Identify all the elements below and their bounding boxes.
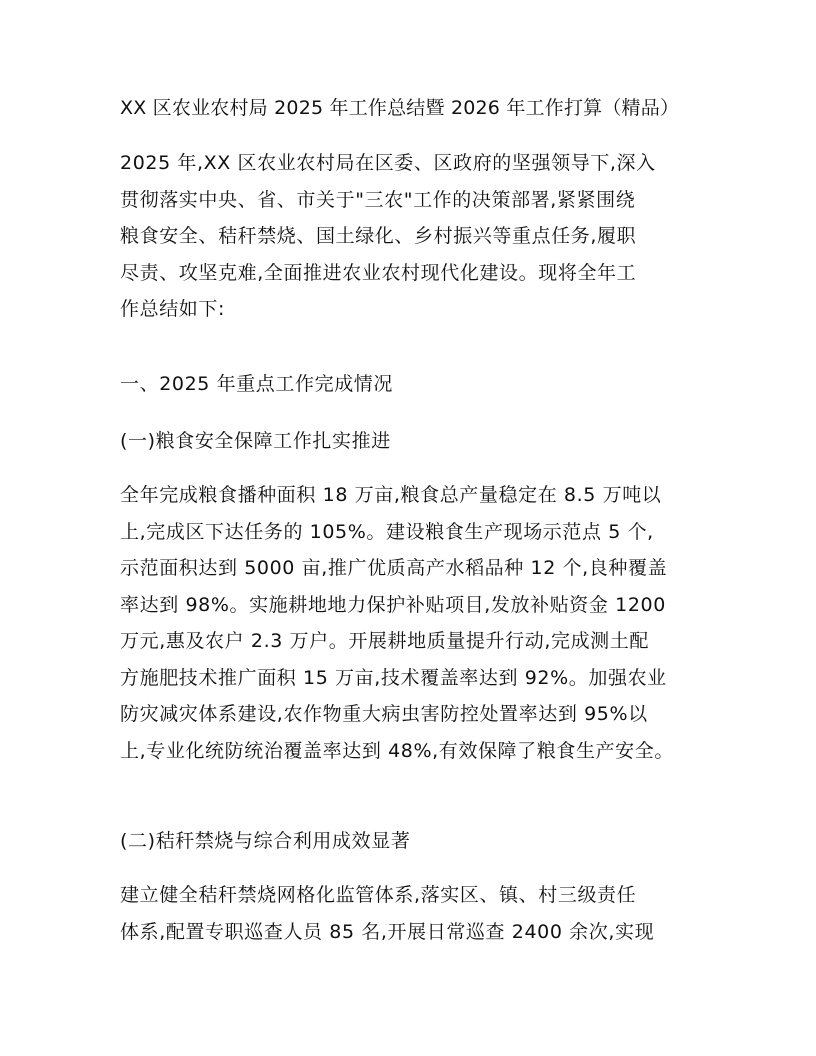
subsection-heading: (一)粮食安全保障工作扎实推进	[120, 430, 391, 452]
paragraph-line: 方施肥技术推广面积 15 万亩,技术覆盖率达到 92%。加强农业	[120, 666, 667, 689]
paragraph-line: 体系,配置专职巡查人员 85 名,开展日常巡查 2400 余次,实现	[120, 920, 655, 943]
paragraph-line: 建立健全秸秆禁烧网格化监管体系,落实区、镇、村三级责任	[120, 884, 637, 906]
paragraph-line: 万元,惠及农户 2.3 万户。开展耕地质量提升行动,完成测土配	[120, 630, 649, 652]
paragraph-line: 贯彻落实中央、省、市关于"三农"工作的决策部署,紧紧围绕	[120, 188, 636, 211]
paragraph-line: 示范面积达到 5000 亩,推广优质高产水稻品种 12 个,良种覆盖	[120, 557, 668, 579]
paragraph-line: 防灾减灾体系建设,农作物重大病虫害防控处置率达到 95%以	[120, 703, 648, 725]
paragraph-line: 粮食安全、秸秆禁烧、国土绿化、乡村振兴等重点任务,履职	[120, 225, 637, 247]
paragraph-line: 全年完成粮食播种面积 18 万亩,粮食总产量稳定在 8.5 万吨以	[120, 484, 662, 506]
paragraph-line: 上,专业化统防统治覆盖率达到 48%,有效保障了粮食生产安全。	[120, 739, 674, 762]
grain-security-paragraph	[120, 477, 710, 769]
paragraph-line: 作总结如下:	[120, 298, 226, 320]
paragraph-line: 上,完成区下达任务的 105%。建设粮食生产现场示范点 5 个,	[120, 520, 654, 543]
paragraph-line: 2025 年,XX 区农业农村局在区委、区政府的坚强领导下,深入	[120, 152, 656, 174]
section-heading: 一、2025 年重点工作完成情况	[120, 373, 393, 395]
subsection-heading: (二)秸秆禁烧与综合利用成效显著	[120, 830, 411, 852]
intro-paragraph	[120, 145, 710, 328]
paragraph-line: 尽责、攻坚克难,全面推进农业农村现代化建设。现将全年工	[120, 261, 637, 284]
straw-paragraph	[120, 877, 710, 950]
paragraph-line: 率达到 98%。实施耕地地力保护补贴项目,发放补贴资金 1200	[120, 593, 666, 616]
document-title: XX 区农业农村局 2025 年工作总结暨 2026 年工作打算（精品）	[120, 97, 680, 119]
